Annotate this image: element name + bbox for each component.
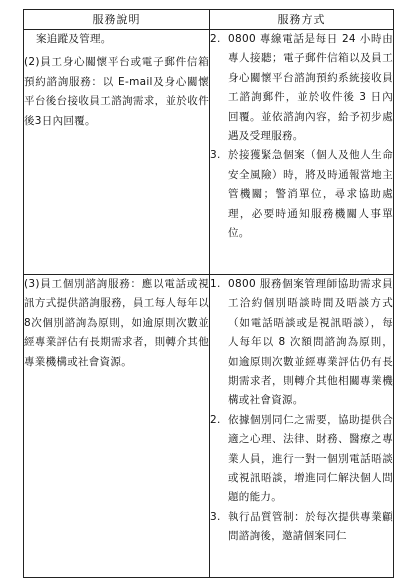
header-service-method: 服務方式 (210, 10, 394, 30)
item-text: 依據個別同仁之需要，協助提供合適之心理、法律、財務、醫療之專業人員，進行一對一個別電話晤談或視訊晤談，增進同仁解決個人問題的能力。 (228, 413, 393, 504)
item-number: 1. (210, 278, 221, 290)
list-item (210, 411, 393, 508)
table-row (24, 275, 394, 578)
header-service-description: 服務說明 (24, 10, 210, 30)
method-cell (210, 275, 394, 578)
description-text: (3)員工個別諮詢服務：應以電話或視訊方式提供諮詢服務，員工每人每年以8次個別諮詢為原則，如逾原則次數並經專業評估有長期需求者，則轉介其他專業機構或社會資源。 (24, 278, 209, 368)
item-number: 2. (210, 413, 221, 426)
description-text: (2)員工身心關懷平台或電子郵件信箱預約諮詢服務：以 E-mail及身心關懷平台後台接收員工諮詢需求，並於收件後3日內回覆。 (24, 56, 209, 127)
list-item (210, 275, 393, 411)
list-item (210, 146, 393, 243)
item-text: 0800 專線電話是每日 24 小時由專人接聽；電子郵件信箱以及員工身心關懷平台諮詢預約系統接收員工諮詢郵件，並於收件後 3 日內回覆。並依諮詢內容，給予初步處遇及受理服務。 (228, 33, 393, 143)
table-row (24, 30, 394, 275)
table-header-row (24, 10, 394, 30)
item-text: 於接獲緊急個案（個人及他人生命安全風險）時，將及時通報當地主管機關；警消單位，尋求協助處理，必要時通知服務機關人事單位。 (228, 149, 393, 240)
item-text: 0800 服務個案管理師協助需求員工洽約個別晤談時間及晤談方式（如電話晤談或是視訊晤談），每人每年以 8 次額問諮詢為原則，如逾原則次數並經專業評估仍有長期需求者，則轉介其他相關專業機構或社會資源。 (228, 278, 393, 407)
description-cell (24, 30, 210, 275)
item-number: 2. (210, 33, 221, 45)
item-text: 執行品質管制：於每次提供專業顧問諮詢後，邀請個案同仁 (228, 510, 393, 543)
item-number: 3. (210, 510, 221, 523)
description-cell (24, 275, 210, 578)
description-text: 案追蹤及管理。 (36, 33, 112, 45)
list-item (210, 508, 393, 547)
list-item (210, 30, 393, 146)
item-number: 3. (210, 149, 221, 162)
method-cell (210, 30, 394, 275)
service-table (23, 9, 394, 578)
